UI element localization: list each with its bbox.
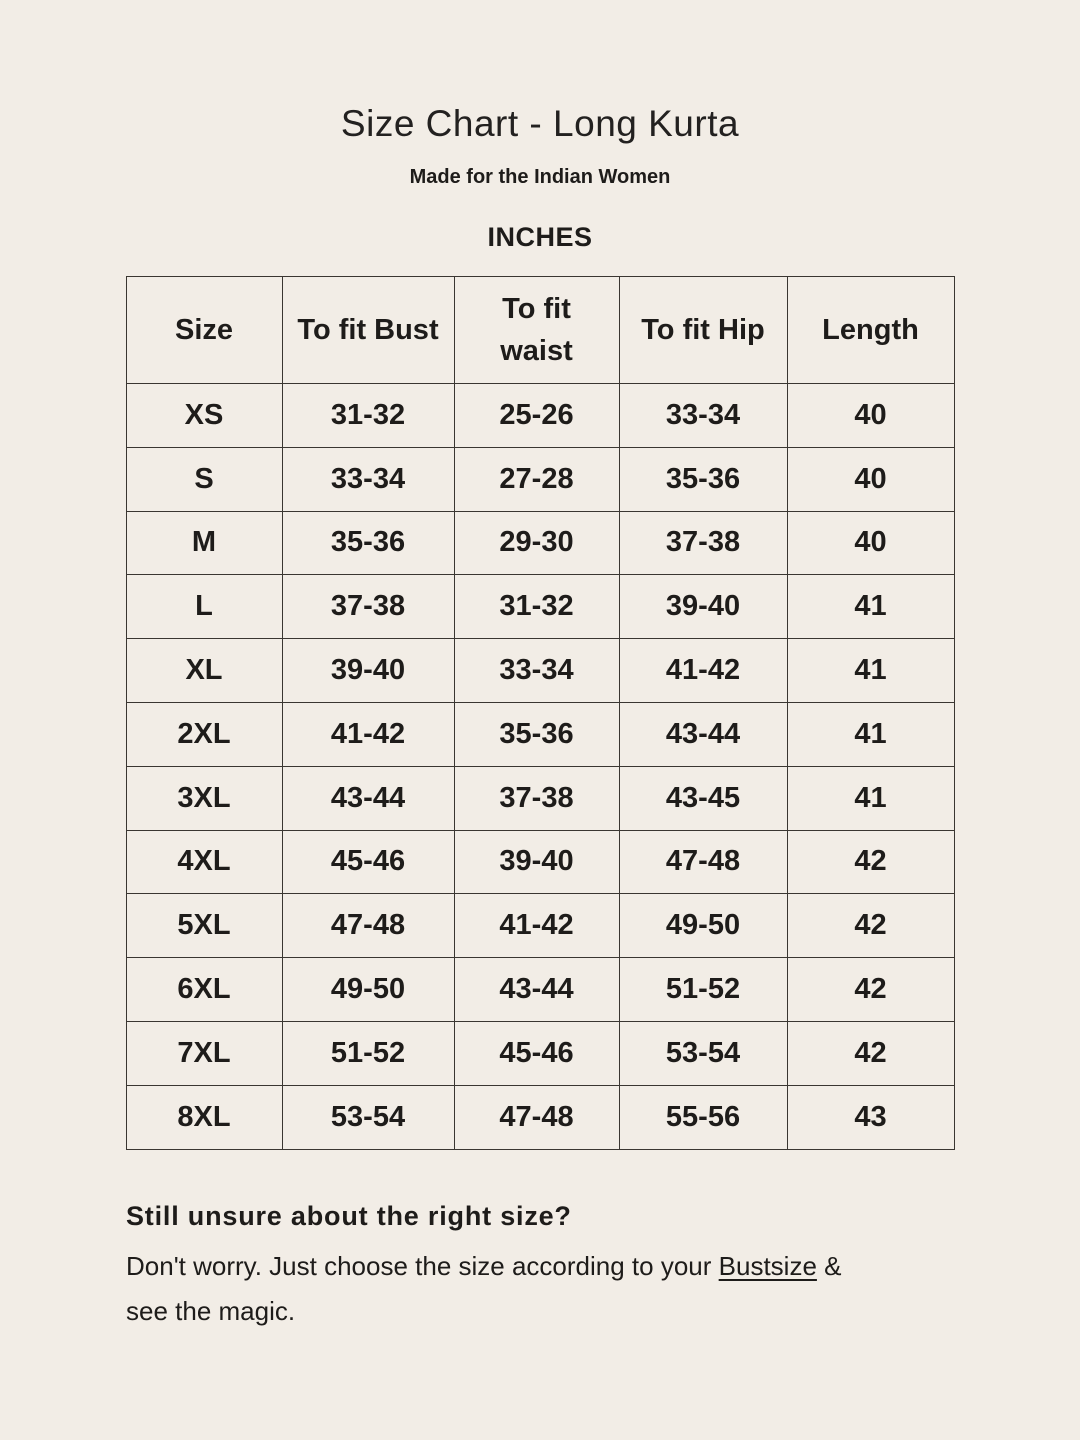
column-header-label: Length (822, 314, 919, 346)
cell-hip: 53-54 (619, 1021, 787, 1085)
cell-size: 5XL (126, 894, 282, 958)
cell-size: L (126, 575, 282, 639)
cell-waist: 29-30 (454, 511, 619, 575)
page-subtitle: Made for the Indian Women (409, 166, 671, 188)
cell-waist: 31-32 (454, 575, 619, 639)
cell-bust: 47-48 (282, 894, 454, 958)
cell-length: 40 (787, 511, 954, 575)
cell-waist: 25-26 (454, 384, 619, 448)
cell-size: 2XL (126, 702, 282, 766)
cell-length: 40 (787, 384, 954, 448)
column-header-waist (454, 277, 619, 384)
cell-size: 7XL (126, 1021, 282, 1085)
cell-hip: 33-34 (619, 384, 787, 448)
cell-hip: 43-44 (619, 702, 787, 766)
cell-length: 41 (787, 575, 954, 639)
cell-length: 41 (787, 702, 954, 766)
column-header-hip (619, 277, 787, 384)
table-row-s (126, 447, 954, 511)
cell-waist: 27-28 (454, 447, 619, 511)
column-header-size (126, 277, 282, 384)
cell-waist: 41-42 (454, 894, 619, 958)
cell-hip: 47-48 (619, 830, 787, 894)
column-header-label: Size (174, 314, 234, 346)
cell-bust: 35-36 (282, 511, 454, 575)
cell-size: 3XL (126, 766, 282, 830)
size-table (126, 276, 955, 1150)
cell-length: 43 (787, 1085, 954, 1149)
table-row-6xl (126, 958, 954, 1022)
footer-note (126, 1198, 954, 1334)
footer-body (126, 1244, 954, 1334)
cell-hip: 35-36 (619, 447, 787, 511)
footer-body-text: & (816, 1250, 842, 1281)
cell-bust: 41-42 (282, 702, 454, 766)
cell-size: S (126, 447, 282, 511)
cell-size: 4XL (126, 830, 282, 894)
table-row-5xl (126, 894, 954, 958)
column-header-length (787, 277, 954, 384)
cell-bust: 39-40 (282, 639, 454, 703)
cell-bust: 31-32 (282, 384, 454, 448)
cell-length: 41 (787, 766, 954, 830)
cell-bust: 43-44 (282, 766, 454, 830)
cell-waist: 37-38 (454, 766, 619, 830)
cell-length: 42 (787, 1021, 954, 1085)
cell-size: XL (126, 639, 282, 703)
cell-bust: 37-38 (282, 575, 454, 639)
cell-waist: 47-48 (454, 1085, 619, 1149)
table-row-3xl (126, 766, 954, 830)
cell-hip: 37-38 (619, 511, 787, 575)
column-header-label: To fit waist (500, 293, 573, 367)
column-header-label: To fit Bust (297, 314, 439, 346)
table-row-8xl (126, 1085, 954, 1149)
cell-waist: 43-44 (454, 958, 619, 1022)
table-row-7xl (126, 1021, 954, 1085)
cell-length: 42 (787, 894, 954, 958)
cell-hip: 43-45 (619, 766, 787, 830)
cell-length: 42 (787, 958, 954, 1022)
cell-size: XS (126, 384, 282, 448)
column-header-label: To fit Hip (641, 314, 765, 346)
cell-length: 42 (787, 830, 954, 894)
footer-body-text: Don't worry. Just choose the size according to your (126, 1250, 719, 1281)
cell-bust: 33-34 (282, 447, 454, 511)
page-title: Size Chart - Long Kurta (340, 103, 740, 144)
table-header-row (126, 277, 954, 384)
column-header-bust (282, 277, 454, 384)
cell-hip: 51-52 (619, 958, 787, 1022)
table-row-l (126, 575, 954, 639)
cell-waist: 39-40 (454, 830, 619, 894)
cell-size: 6XL (126, 958, 282, 1022)
cell-waist: 35-36 (454, 702, 619, 766)
footer-heading: Still unsure about the right size? (126, 1200, 572, 1231)
cell-length: 40 (787, 447, 954, 511)
footer-body-line2: see the magic. (126, 1295, 296, 1326)
cell-hip: 55-56 (619, 1085, 787, 1149)
cell-bust: 51-52 (282, 1021, 454, 1085)
cell-bust: 49-50 (282, 958, 454, 1022)
table-row-xl (126, 639, 954, 703)
cell-bust: 53-54 (282, 1085, 454, 1149)
unit-label: INCHES (487, 222, 593, 252)
cell-waist: 33-34 (454, 639, 619, 703)
table-row-2xl (126, 702, 954, 766)
cell-hip: 39-40 (619, 575, 787, 639)
bustsize-link[interactable]: Bustsize (718, 1250, 817, 1281)
cell-size: 8XL (126, 1085, 282, 1149)
table-row-m (126, 511, 954, 575)
cell-hip: 41-42 (619, 639, 787, 703)
table-row-xs (126, 384, 954, 448)
cell-bust: 45-46 (282, 830, 454, 894)
cell-length: 41 (787, 639, 954, 703)
table-row-4xl (126, 830, 954, 894)
cell-waist: 45-46 (454, 1021, 619, 1085)
cell-hip: 49-50 (619, 894, 787, 958)
cell-size: M (126, 511, 282, 575)
